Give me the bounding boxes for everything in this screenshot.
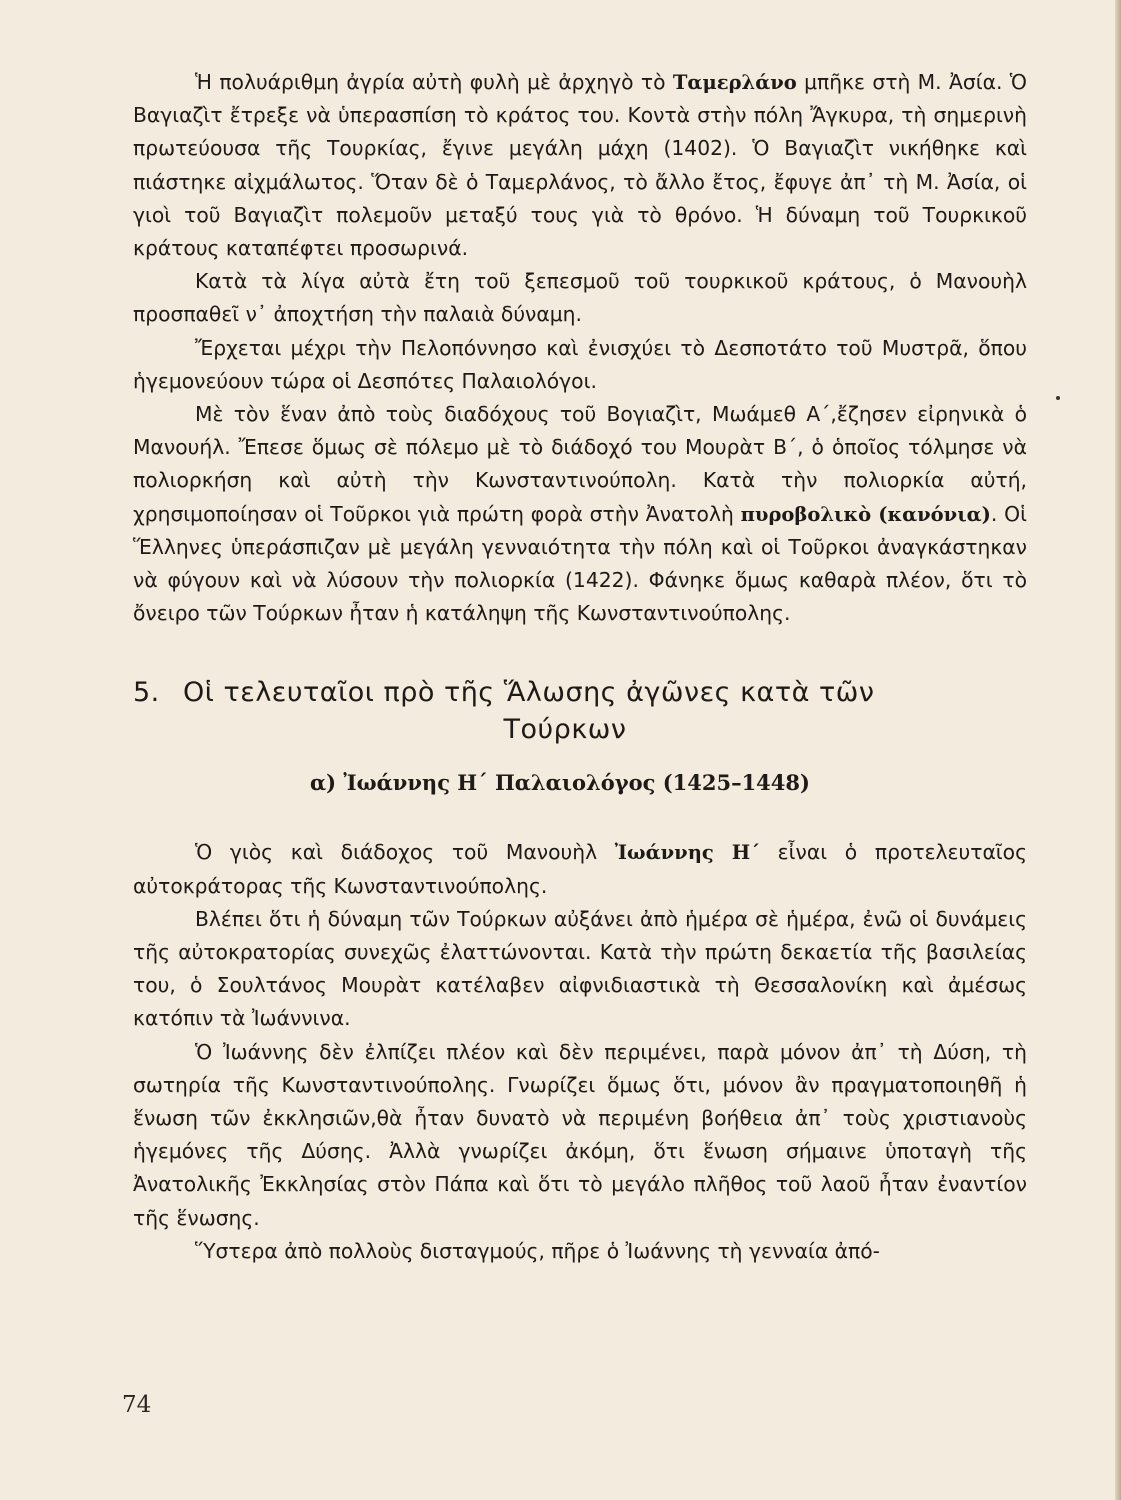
paragraph-john-viii: Ὁ γιὸς καὶ διάδοχος τοῦ Μανουὴλ Ἰωάννης Η΄ εἶναι ὁ προτελευταῖος αὐτοκράτορας τῆς Κωνσταντινούπολης.: [133, 840, 1027, 898]
paragraph-siege-1422: Μὲ τὸν ἕναν ἀπὸ τοὺς διαδόχους τοῦ Βογιαζὶτ, Μωάμεθ Α΄,ἔζησεν εἰρηνικὰ ὁ Μανουήλ. Ἔπεσε ὅμως σὲ πόλεμο μὲ τὸ διάδοχό του Μουρὰτ Β΄, ὁ ὁποῖος τόλμησε νὰ πολιορκήση καὶ αὐτὴ τὴν Κωνσταντινούπολη. Κατὰ τὴν πολιορκία αὐτή, χρησιμοποίησαν οἱ Τοῦρκοι γιὰ πρώτη φορὰ στὴν Ἀνατολὴ πυροβολικὸ (κανόνια). Οἱ Ἕλληνες ὑπεράσπιζαν μὲ μεγάλη γενναιότητα τὴν πόλη καὶ οἱ Τοῦρκοι ἀναγκάστηκαν νὰ φύγουν καὶ νὰ λύσουν τὴν πολιορκία (1422). Φάνηκε ὅμως καθαρὰ πλέον, ὅτι τὸ ὄνειρο τῶν Τούρκων ἦταν ἡ κατάληψη τῆς Κωνσταντινούπολης.: [133, 402, 1027, 626]
text-column: [133, 66, 1027, 1268]
bold-term-tamerlane: Ταμερλάνο: [672, 71, 797, 94]
paragraph-tamerlane: Ἡ πολυάριθμη ἀγρία αὐτὴ φυλὴ μὲ ἀρχηγὸ τὸ Ταμερλάνο μπῆκε στὴ Μ. Ἀσία. Ὁ Βαγιαζὶτ ἔτρεξε νὰ ὑπερασπίση τὸ κράτος του. Κοντὰ στὴν πόλη Ἄγκυρα, τὴ σημερινὴ πρωτεύουσα τῆς Τουρκίας, ἔγινε μεγάλη μάχη (1402). Ὁ Βαγιαζὶτ νικήθηκε καὶ πιάστηκε αἰχμάλωτος. Ὅταν δὲ ὁ Ταμερλάνος, τὸ ἄλλο ἔτος, ἔφυγε ἀπ᾿ τὴ Μ. Ἀσία, οἱ γιοὶ τοῦ Βαγιαζὶτ πολεμοῦν μεταξύ τους γιὰ τὸ θρόνο. Ἡ δύναμη τοῦ Τουρκικοῦ κράτους καταπέφτει προσωρινά.: [133, 70, 1027, 261]
bold-term-artillery: πυροβολικὸ (κανόνια): [740, 502, 991, 526]
paragraph-mystras: Ἔρχεται μέχρι τὴν Πελοπόννησο καὶ ἐνισχύει τὸ Δεσποτάτο τοῦ Μυστρᾶ, ὅπου ἡγεμονεύουν τώρα οἱ Δεσπότες Παλαιολόγοι.: [133, 335, 1027, 393]
page-number: 74: [122, 1392, 152, 1418]
paragraph-church-union: Ὁ Ἰωάννης δὲν ἐλπίζει πλέον καὶ δὲν περιμένει, παρὰ μόνον ἀπ᾿ τὴ Δύση, τὴ σωτηρία τῆς Κωνσταντινούπολης. Γνωρίζει ὅμως ὅτι, μόνον ἂν πραγματοποιηθῆ ἡ ἕνωση τῶν ἐκκλησιῶν,θὰ ἦταν δυνατὸ νὰ περιμένη βοήθεια ἀπ᾿ τοὺς χριστιανοὺς ἡγεμόνες τῆς Δύσης. Ἀλλὰ γνωρίζει ἀκόμη, ὅτι ἕνωση σήμαινε ὑποταγὴ τῆς Ἀνατολικῆς Ἐκκλησίας στὸν Πάπα καὶ ὅτι τὸ μεγάλο πλῆθος τοῦ λαοῦ ἦταν ἐναντίον τῆς ἕνωσης.: [133, 1039, 1027, 1230]
section-number: 5.: [133, 677, 160, 709]
subsection-heading: α) Ἰωάννης Η΄ Παλαιολόγος (1425–1448): [310, 770, 810, 796]
section-title-line1: Οἱ τελευταῖοι πρὸ τῆς Ἅλωσης ἀγῶνες κατὰ τῶν: [183, 677, 875, 709]
section-title-line2: Τούρκων: [503, 714, 627, 746]
bold-term-john: Ἰωάννης Η΄: [614, 841, 760, 865]
page-edge: [1115, 0, 1121, 1500]
section-heading: [133, 674, 1027, 748]
paragraph-manuel: Κατὰ τὰ λίγα αὐτὰ ἔτη τοῦ ξεπεσμοῦ τοῦ τουρκικοῦ κράτους, ὁ Μανουὴλ προσπαθεῖ ν᾿ ἀποχτήση τὴν παλαιὰ δύναμη.: [133, 269, 1027, 327]
paragraph-hesitation: Ὕστερα ἀπὸ πολλοὺς δισταγμούς, πῆρε ὁ Ἰωάννης τὴ γενναία ἀπό-: [195, 1238, 880, 1263]
margin-mark: [1056, 396, 1060, 400]
paragraph-thessaloniki: Βλέπει ὅτι ἡ δύναμη τῶν Τούρκων αὐξάνει ἀπὸ ἡμέρα σὲ ἡμέρα, ἐνῶ οἱ δυνάμεις τῆς αὐτοκρατορίας συνεχῶς ἐλαττώνονται. Κατὰ τὴν πρώτη δεκαετία τῆς βασιλείας του, ὁ Σουλτάνος Μουρὰτ κατέλαβεν αἰφνιδιαστικὰ τὴ Θεσσαλονίκη καὶ ἀμέσως κατόπιν τὰ Ἰωάννινα.: [133, 906, 1027, 1031]
